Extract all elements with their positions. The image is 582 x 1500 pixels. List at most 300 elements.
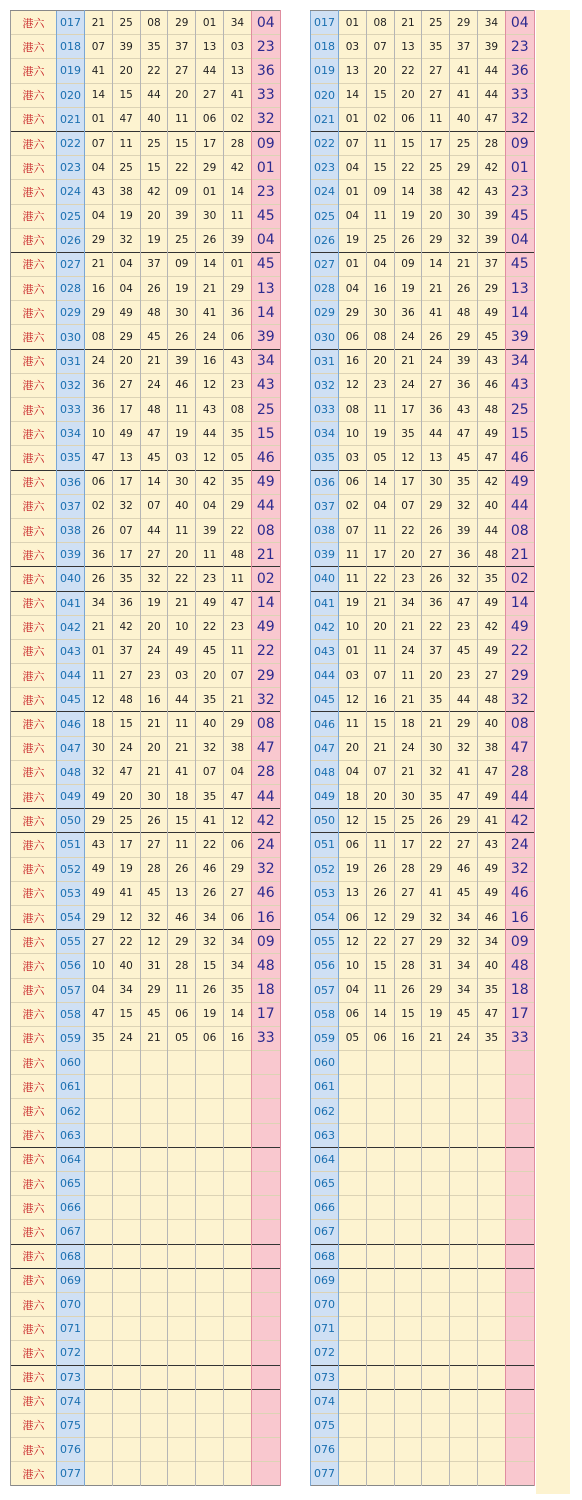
drawn-number: 02 [366,107,394,131]
drawn-number [339,1438,367,1462]
issue-number: 026 [57,228,85,252]
drawn-number: 03 [168,664,196,688]
drawn-number: 06 [339,833,367,857]
table-row [311,857,535,881]
issue-number: 034 [57,422,85,446]
drawn-number: 35 [422,35,450,59]
drawn-number: 39 [112,35,140,59]
drawn-number: 11 [168,978,196,1002]
drawn-number [196,1147,224,1171]
issue-number: 072 [311,1341,339,1365]
drawn-number: 44 [196,422,224,446]
drawn-number: 13 [394,35,422,59]
drawn-number: 30 [140,785,168,809]
drawn-number [394,1244,422,1268]
table-row [311,470,535,494]
drawn-number [477,1462,505,1486]
table-row [311,11,535,35]
drawn-number [223,1389,251,1413]
drawn-number: 19 [140,228,168,252]
drawn-number [168,1123,196,1147]
drawn-number: 29 [422,857,450,881]
special-number [505,1099,534,1123]
issue-number: 051 [311,833,339,857]
drawn-number: 27 [394,930,422,954]
table-row [11,833,281,857]
row-label: 港六 [11,1389,57,1413]
table-row [11,107,281,131]
special-number [505,1365,534,1389]
row-label: 港六 [11,470,57,494]
drawn-number: 28 [168,954,196,978]
issue-number: 057 [57,978,85,1002]
drawn-number: 40 [140,107,168,131]
table-row [311,518,535,542]
drawn-number [223,1365,251,1389]
drawn-number [168,1389,196,1413]
drawn-number [366,1341,394,1365]
drawn-number [450,1341,478,1365]
drawn-number: 24 [394,736,422,760]
drawn-number: 18 [168,785,196,809]
drawn-number: 32 [140,905,168,929]
issue-number: 074 [57,1389,85,1413]
drawn-number [112,1341,140,1365]
drawn-number: 29 [223,712,251,736]
drawn-number: 16 [223,1026,251,1050]
drawn-number: 06 [366,1026,394,1050]
drawn-number: 15 [394,1002,422,1026]
drawn-number: 11 [112,131,140,155]
drawn-number: 20 [112,59,140,83]
drawn-number: 25 [450,131,478,155]
drawn-number: 34 [450,954,478,978]
drawn-number [223,1292,251,1316]
drawn-number: 27 [422,59,450,83]
drawn-number [477,1051,505,1075]
drawn-number: 07 [85,131,113,155]
drawn-number: 15 [366,156,394,180]
drawn-number [339,1413,367,1437]
drawn-number: 24 [422,349,450,373]
drawn-number: 22 [168,567,196,591]
drawn-number: 45 [140,881,168,905]
drawn-number [366,1099,394,1123]
table-row [11,1026,281,1050]
drawn-number: 49 [112,301,140,325]
drawn-number [112,1051,140,1075]
drawn-number: 29 [168,930,196,954]
drawn-number: 35 [477,1026,505,1050]
drawn-number: 37 [450,35,478,59]
special-number: 25 [505,398,534,422]
drawn-number: 41 [450,59,478,83]
issue-number: 052 [311,857,339,881]
drawn-number [196,1099,224,1123]
drawn-number [85,1365,113,1389]
special-number: 02 [251,567,280,591]
drawn-number [394,1220,422,1244]
drawn-number: 11 [196,543,224,567]
drawn-number: 22 [394,59,422,83]
drawn-number: 01 [85,639,113,663]
special-number [505,1292,534,1316]
drawn-number: 24 [450,1026,478,1050]
special-number: 46 [505,881,534,905]
drawn-number: 21 [223,688,251,712]
drawn-number [477,1317,505,1341]
row-label: 港六 [11,615,57,639]
drawn-number: 23 [450,664,478,688]
drawn-number: 41 [112,881,140,905]
drawn-number [422,1123,450,1147]
drawn-number [394,1317,422,1341]
drawn-number: 12 [394,446,422,470]
issue-number: 025 [311,204,339,228]
drawn-number: 21 [394,349,422,373]
drawn-number: 21 [366,736,394,760]
drawn-number: 22 [366,930,394,954]
drawn-number: 28 [223,131,251,155]
special-number [505,1075,534,1099]
row-label: 港六 [11,1317,57,1341]
drawn-number: 01 [339,11,367,35]
drawn-number: 01 [339,107,367,131]
special-number [251,1317,280,1341]
drawn-number: 07 [366,664,394,688]
drawn-number: 23 [223,615,251,639]
drawn-number: 22 [112,930,140,954]
drawn-number: 08 [140,11,168,35]
special-number: 36 [251,59,280,83]
special-number: 01 [505,156,534,180]
drawn-number [450,1123,478,1147]
drawn-number: 47 [112,107,140,131]
issue-number: 058 [57,1002,85,1026]
drawn-number [394,1389,422,1413]
drawn-number: 19 [140,591,168,615]
drawn-number: 45 [477,325,505,349]
issue-number: 033 [311,398,339,422]
drawn-number: 05 [223,446,251,470]
drawn-number: 15 [140,156,168,180]
drawn-number [450,1317,478,1341]
table-row [311,35,535,59]
special-number: 23 [505,180,534,204]
drawn-number: 26 [140,809,168,833]
table-row [311,1002,535,1026]
issue-number: 051 [57,833,85,857]
drawn-number: 26 [140,277,168,301]
table-row [11,349,281,373]
drawn-number [140,1075,168,1099]
drawn-number: 32 [450,494,478,518]
drawn-number [223,1075,251,1099]
drawn-number: 37 [422,639,450,663]
drawn-number: 03 [168,446,196,470]
drawn-number: 21 [366,591,394,615]
drawn-number [366,1268,394,1292]
drawn-number: 34 [223,11,251,35]
drawn-number [422,1075,450,1099]
drawn-number: 06 [339,325,367,349]
drawn-number [422,1341,450,1365]
table-row [311,833,535,857]
table-row [311,373,535,397]
special-number [505,1051,534,1075]
table-row [11,1438,281,1462]
drawn-number: 24 [394,639,422,663]
table-row [311,1317,535,1341]
issue-number: 017 [311,11,339,35]
drawn-number: 36 [450,373,478,397]
issue-number: 027 [57,252,85,276]
drawn-number [140,1099,168,1123]
issue-number: 020 [57,83,85,107]
drawn-number: 12 [339,373,367,397]
drawn-number: 26 [168,325,196,349]
drawn-number [394,1172,422,1196]
drawn-number: 49 [168,639,196,663]
drawn-number: 03 [223,35,251,59]
drawn-number [394,1268,422,1292]
special-number [251,1172,280,1196]
drawn-number: 25 [422,156,450,180]
drawn-number [168,1196,196,1220]
drawn-number: 35 [140,35,168,59]
drawn-number [140,1438,168,1462]
row-label: 港六 [11,543,57,567]
drawn-number [168,1075,196,1099]
special-number: 08 [251,712,280,736]
table-row [311,881,535,905]
drawn-number: 10 [339,954,367,978]
drawn-number: 19 [339,857,367,881]
drawn-number: 45 [450,1002,478,1026]
issue-number: 062 [311,1099,339,1123]
row-label: 港六 [11,1051,57,1075]
drawn-number: 11 [168,398,196,422]
table-row [11,252,281,276]
issue-number: 029 [311,301,339,325]
left-results-table [10,10,281,1486]
drawn-number: 29 [422,228,450,252]
row-label: 港六 [11,930,57,954]
drawn-number: 19 [339,591,367,615]
drawn-number [450,1099,478,1123]
drawn-number: 14 [394,180,422,204]
drawn-number: 17 [394,398,422,422]
special-number: 14 [505,301,534,325]
drawn-number: 36 [223,301,251,325]
drawn-number: 11 [339,712,367,736]
issue-number: 057 [311,978,339,1002]
table-row [311,1438,535,1462]
drawn-number: 17 [366,543,394,567]
drawn-number: 17 [112,470,140,494]
drawn-number [366,1051,394,1075]
drawn-number: 11 [223,204,251,228]
drawn-number: 01 [339,180,367,204]
drawn-number: 45 [140,325,168,349]
drawn-number: 27 [422,373,450,397]
drawn-number: 34 [196,905,224,929]
drawn-number: 49 [477,639,505,663]
drawn-number [394,1099,422,1123]
drawn-number: 23 [223,373,251,397]
issue-number: 074 [311,1389,339,1413]
drawn-number: 49 [477,301,505,325]
drawn-number [477,1123,505,1147]
drawn-number: 47 [477,1002,505,1026]
drawn-number: 01 [223,252,251,276]
special-number: 09 [251,131,280,155]
drawn-number [196,1413,224,1437]
drawn-number: 21 [168,736,196,760]
drawn-number [477,1413,505,1437]
special-number [505,1389,534,1413]
drawn-number: 04 [339,978,367,1002]
drawn-number: 11 [85,664,113,688]
drawn-number: 13 [339,59,367,83]
row-label: 港六 [11,1196,57,1220]
drawn-number [140,1220,168,1244]
drawn-number [422,1462,450,1486]
drawn-number [140,1244,168,1268]
drawn-number [450,1075,478,1099]
issue-number: 040 [311,567,339,591]
drawn-number: 13 [422,446,450,470]
drawn-number: 27 [450,833,478,857]
drawn-number: 47 [477,107,505,131]
drawn-number: 15 [112,712,140,736]
drawn-number: 09 [168,180,196,204]
table-row [11,978,281,1002]
drawn-number: 11 [339,543,367,567]
special-number: 14 [505,591,534,615]
drawn-number: 32 [140,567,168,591]
drawn-number: 28 [140,857,168,881]
issue-number: 076 [311,1438,339,1462]
drawn-number: 21 [140,712,168,736]
drawn-number: 34 [477,930,505,954]
drawn-number: 24 [394,373,422,397]
issue-number: 048 [311,760,339,784]
drawn-number: 28 [394,857,422,881]
special-number: 25 [251,398,280,422]
drawn-number [339,1051,367,1075]
table-row [11,567,281,591]
drawn-number [140,1389,168,1413]
issue-number: 047 [57,736,85,760]
special-number: 09 [505,930,534,954]
drawn-number [394,1123,422,1147]
drawn-number: 19 [339,228,367,252]
table-row [311,349,535,373]
drawn-number [366,1123,394,1147]
special-number: 47 [505,736,534,760]
drawn-number [366,1172,394,1196]
drawn-number [112,1075,140,1099]
drawn-number: 16 [394,1026,422,1050]
issue-number: 039 [57,543,85,567]
special-number: 29 [251,664,280,688]
drawn-number: 29 [85,905,113,929]
row-label: 港六 [11,131,57,155]
drawn-number: 23 [196,567,224,591]
drawn-number: 27 [85,930,113,954]
issue-number: 022 [311,131,339,155]
drawn-number: 20 [394,543,422,567]
drawn-number [366,1196,394,1220]
drawn-number [477,1341,505,1365]
special-number: 44 [251,785,280,809]
drawn-number: 26 [394,228,422,252]
drawn-number [223,1462,251,1486]
table-row [311,325,535,349]
table-row [311,1051,535,1075]
issue-number: 030 [57,325,85,349]
drawn-number: 17 [422,131,450,155]
drawn-number: 14 [366,470,394,494]
special-number: 42 [505,809,534,833]
drawn-number [223,1438,251,1462]
issue-number: 066 [57,1196,85,1220]
table-row [311,59,535,83]
issue-number: 061 [311,1075,339,1099]
drawn-number: 30 [168,301,196,325]
drawn-number: 42 [140,180,168,204]
drawn-number [112,1462,140,1486]
drawn-number [85,1292,113,1316]
drawn-number: 35 [422,785,450,809]
table-row [11,712,281,736]
drawn-number [196,1220,224,1244]
drawn-number: 09 [394,252,422,276]
row-label: 港六 [11,59,57,83]
special-number [505,1317,534,1341]
table-row [311,156,535,180]
drawn-number: 26 [196,881,224,905]
drawn-number [168,1051,196,1075]
drawn-number: 32 [422,760,450,784]
drawn-number: 12 [339,688,367,712]
table-row [11,954,281,978]
drawn-number [168,1147,196,1171]
special-number: 44 [505,494,534,518]
special-number: 14 [251,301,280,325]
drawn-number: 49 [112,422,140,446]
drawn-number: 35 [223,978,251,1002]
drawn-number: 30 [450,204,478,228]
table-row [11,83,281,107]
drawn-number [477,1244,505,1268]
drawn-number: 14 [422,252,450,276]
drawn-number: 47 [450,591,478,615]
drawn-number: 04 [112,252,140,276]
drawn-number: 11 [223,567,251,591]
issue-number: 035 [57,446,85,470]
drawn-number [450,1172,478,1196]
table-row [311,277,535,301]
table-row [11,277,281,301]
table-row [311,1341,535,1365]
drawn-number [450,1462,478,1486]
special-number [505,1462,534,1486]
special-number: 49 [505,615,534,639]
table-row [11,1462,281,1486]
issue-number: 026 [311,228,339,252]
